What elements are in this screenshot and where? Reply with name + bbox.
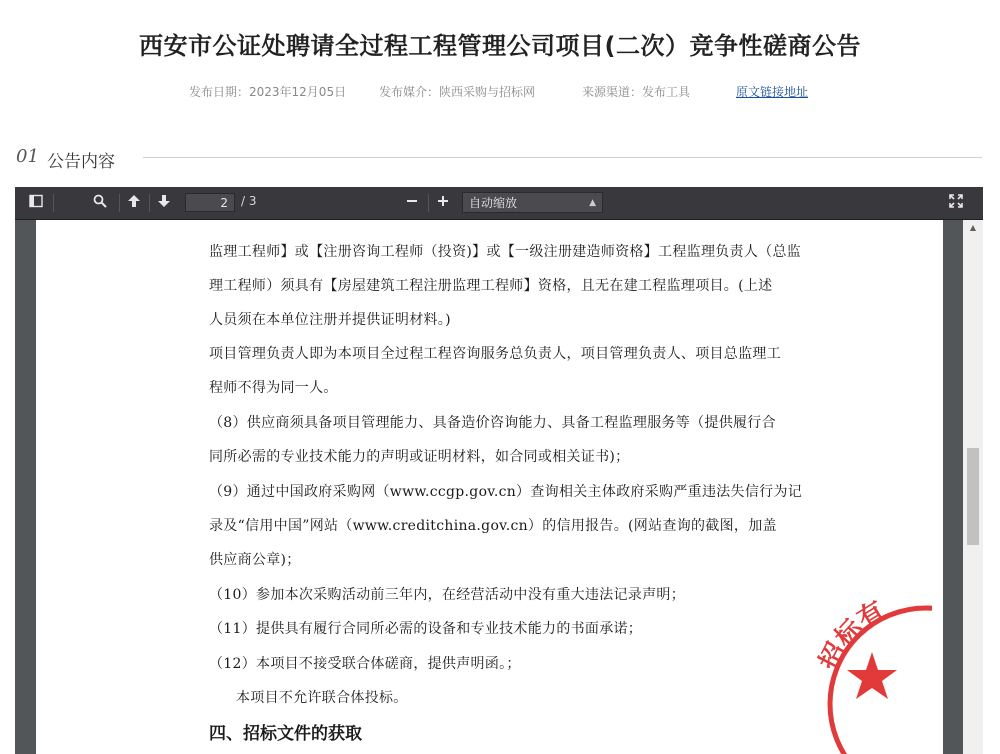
doc-line: （11）提供具有履行合同所必需的设备和专业技术能力的书面承诺； (209, 621, 643, 637)
publish-media: 发布媒介：陕西采购与招标网 (379, 85, 536, 99)
original-link[interactable]: 原文链接地址 (736, 85, 809, 99)
pdf-viewer (15, 187, 983, 754)
doc-line: 监理工程师】或【注册咨询工程师（投资)】或【一级注册建造师资格】工程监理负责人（总监 (209, 244, 802, 260)
zoom-value: 自动缩放 (469, 196, 518, 210)
page-number-input[interactable]: 2 (185, 193, 235, 212)
select-arrows-icon: ▲ (589, 198, 596, 208)
page-title: 西安市公证处聘请全过程工程管理公司项目(二次）竞争性磋商公告 (139, 32, 861, 60)
toolbar-separator (119, 194, 120, 212)
meta-bar (0, 83, 1000, 99)
doc-line: （10）参加本次采购活动前三年内，在经营活动中没有重大违法记录声明； (209, 587, 686, 603)
scroll-up-icon[interactable]: ▲ (963, 220, 983, 236)
minus-icon[interactable] (401, 193, 423, 213)
official-seal-icon (812, 580, 932, 754)
zoom-select[interactable] (462, 192, 603, 213)
section-divider (143, 157, 982, 158)
toolbar-separator (428, 194, 429, 212)
doc-line: 同所必需的专业技术能力的声明或证明材料，如合同或相关证书)； (209, 449, 630, 465)
section-label: 公告内容 (47, 152, 115, 172)
publish-date: 发布日期：2023年12月05日 (189, 85, 347, 99)
plus-icon[interactable] (432, 193, 454, 213)
page-total: / 3 (241, 194, 257, 208)
toolbar-separator (53, 194, 54, 212)
seal-text: 招标有 (814, 595, 891, 675)
doc-line: （12）本项目不接受联合体磋商，提供声明函。； (209, 656, 521, 672)
section-number: 01 (16, 146, 39, 167)
doc-line: 供应商公章)； (209, 552, 301, 568)
doc-line: 项目管理负责人即为本项目全过程工程咨询服务总负责人，项目管理负责人、项目总监理工 (209, 346, 781, 362)
doc-line: 理工程师）须具有【房屋建筑工程注册监理工程师】资格，且无在建工程监理项目。(上述 (209, 278, 773, 294)
vertical-scrollbar[interactable] (963, 220, 983, 754)
pdf-page (36, 220, 943, 754)
doc-line: 程师不得为同一人。 (209, 380, 338, 396)
doc-heading: 四、招标文件的获取 (209, 724, 362, 744)
doc-line: 人员须在本单位注册并提供证明材料。) (209, 312, 451, 328)
section-header (16, 146, 982, 170)
pdf-toolbar (15, 187, 983, 220)
doc-line: 录及“信用中国”网站（www.creditchina.gov.cn）的信用报告。(网站查询的截图，加盖 (209, 518, 777, 534)
source-channel: 来源渠道：发布工具 (582, 85, 691, 99)
doc-line: （8）供应商须具备项目管理能力、具备造价咨询能力、具备工程监理服务等（提供履行合 (209, 415, 776, 431)
search-icon[interactable] (89, 193, 111, 213)
fullscreen-icon[interactable] (945, 193, 967, 213)
scrollbar-thumb[interactable] (967, 448, 979, 545)
doc-line: （9）通过中国政府采购网（www.ccgp.gov.cn）查询相关主体政府采购严重违法失信行为记 (209, 484, 803, 500)
toolbar-separator (149, 194, 150, 212)
arrow-up-icon[interactable] (123, 193, 145, 213)
doc-line: 本项目不允许联合体投标。 (236, 690, 408, 706)
sidebar-toggle-icon[interactable] (25, 193, 47, 213)
svg-text:招标有 (813, 596, 890, 675)
arrow-down-icon[interactable] (153, 193, 175, 213)
